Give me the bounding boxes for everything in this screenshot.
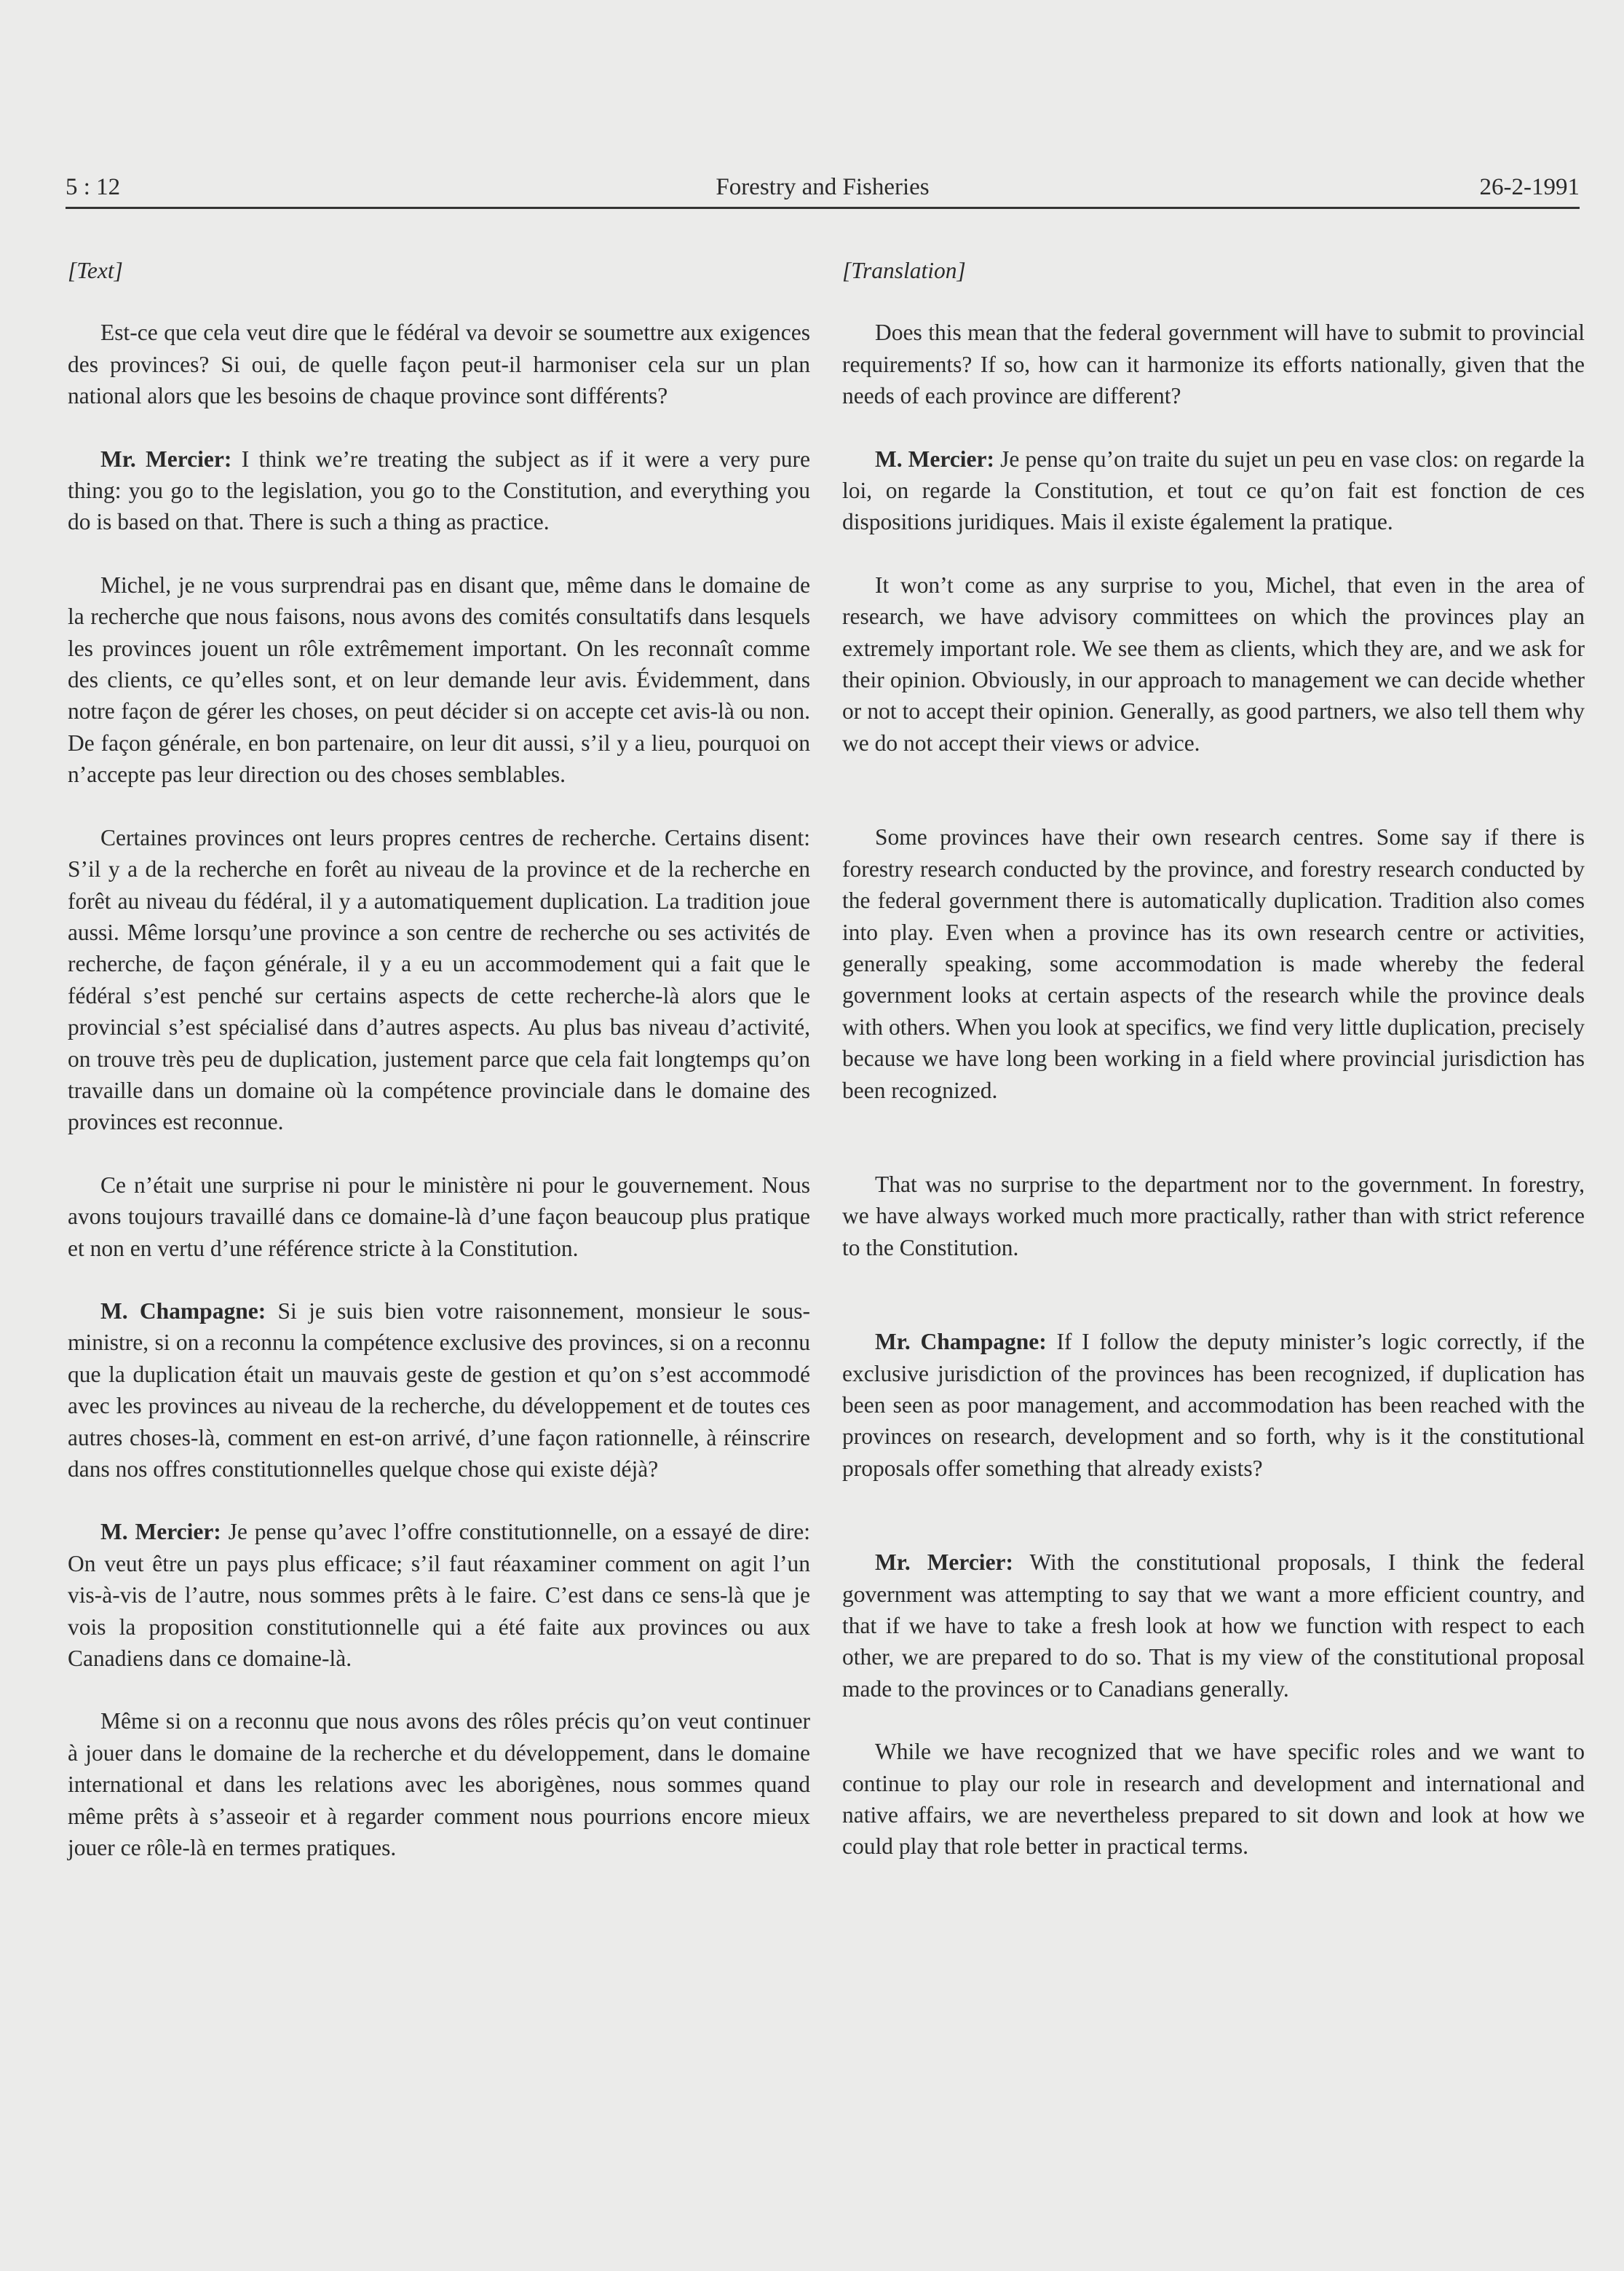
paragraph [842,821,1585,1106]
paragraph-gap [842,1106,1585,1137]
paragraph-text: Some provinces have their own research centres. Some say if there is forestry research conducted by the province, and forestry research conducted by the federal government there is automatically duplication. Tradition also comes into play. Even when a province has its own research centre or activities, generally speaking, some accommodation is made whereby the federal government looks at certain aspects of the research while the province deals with others. When you look at specifics, we find very little duplication, precisely because we have long been working in a field where provincial jurisdiction has been recognized. [842,824,1585,1103]
paragraph-gap [68,1264,810,1295]
paragraph [68,443,810,538]
paragraph-gap [842,1515,1585,1547]
paragraph [68,317,810,411]
paragraph [842,443,1585,538]
paragraph [68,1705,810,1863]
paragraph [842,1547,1585,1705]
paragraph [842,569,1585,759]
paragraph-text: With the constitutional proposals, I think the federal government was attempting to say that we want a more efficient country, and that if we have to take a fresh look at how we function with respect to each other, we are prepared to do so. That is my view of the constitutional proposal made to the provinces or to Canadians generally. [842,1549,1585,1702]
paragraph-text: Je pense qu’on traite du sujet un peu en vase clos: on regarde la loi, on regarde la Constitution, et tout ce qu’on fait est fonction de ces dispositions juridiques. Mais il existe également la pratique. [842,446,1585,535]
paragraph-text: Même si on a reconnu que nous avons des rôles précis qu’on veut continuer à jouer dans le domaine de la recherche et du développement, dans le domaine international et dans les relations avec les aborigènes, nous sommes quand même prêts à s’asseoir et à regarder comment nous pourrions encore mieux jouer ce rôle-là en termes pratiques. [68,1708,810,1861]
speaker-name: Mr. Mercier: [100,446,232,472]
paragraph-text: If I follow the deputy minister’s logic correctly, if the exclusive jurisdiction of the provinces has been recognized, if duplication has been seen as poor management, and accommodation has been reached with the provinces on research, development and so forth, why is it the constitutional proposals offer something that already exists? [842,1329,1585,1481]
right-column [842,255,1585,1863]
section-label-text: [Text] [68,258,123,283]
paragraph-gap [842,1484,1585,1515]
paragraph [68,1295,810,1485]
paragraph-gap [842,1137,1585,1169]
left-column [68,255,810,1863]
paragraph-text: I think we’re treating the subject as if it were a very pure thing: you go to the legislation, you go to the Constitution, and everything you do is based on that. There is such a thing as practice. [68,446,810,535]
paragraph-gap [842,412,1585,443]
paragraph [842,1169,1585,1263]
paragraph-gap [842,1705,1585,1736]
paragraph [68,569,810,791]
page-number: 5 : 12 [66,174,121,200]
paragraph [842,1736,1585,1863]
page-date: 26-2-1991 [1479,174,1580,200]
paragraph-gap [68,412,810,443]
paragraph-gap [68,1485,810,1516]
section-label-translation: [Translation] [842,258,966,283]
speaker-name: M. Mercier: [100,1519,221,1545]
paragraph-text: Je pense qu’avec l’offre constitutionnelle, on a essayé de dire: On veut être un pays plus efficace; s’il faut réaxaminer comment on agit l’un vis-à-vis de l’autre, nous sommes prêts à le faire. C’est dans ce sens-là que je vois la proposition constitutionnelle qui a été faite aux provinces ou aux Canadiens dans ce domaine-là. [68,1519,810,1672]
paragraph [68,1516,810,1674]
paragraph-gap [68,791,810,822]
paragraph-gap [68,1674,810,1705]
speaker-name: M. Champagne: [100,1298,266,1324]
paragraph-gap [842,790,1585,821]
paragraph-text: Si je suis bien votre raisonnement, monsieur le sous-ministre, si on a reconnu la compétence exclusive des provinces, si on a reconnu que la duplication était un mauvais geste de gestion et qu’on s’est accommodé avec les provinces au niveau de la recherche, du développement et de toutes ces autres choses-là, comment en est-on arrivé, d’une façon rationnelle, à réinscrire dans nos offres constitutionnelles quelque chose qui existe déjà? [68,1298,810,1482]
running-title: Forestry and Fisheries [716,174,930,200]
paragraph-text: Ce n’était une surprise ni pour le ministère ni pour le gouvernement. Nous avons toujours travaillé dans ce domaine-là d’une façon beaucoup plus pratique et non en vertu d’une référence stricte à la Constitution. [68,1172,810,1261]
paragraph-text: Certaines provinces ont leurs propres centres de recherche. Certains disent: S’il y a de la recherche en forêt au niveau de la province et de la recherche en forêt au niveau du fédéral, il y a automatiquement duplication. La tradition joue aussi. Même lorsqu’une province a son centre de recherche ou ses activités de recherche, de façon générale, il y a eu un accommodement qui a fait que le fédéral s’est penché sur certains aspects de cette recherche-là alors que le provincial s’est spécialisé dans d’autres aspects. Au plus bas niveau d’activité, on trouve très peu de duplication, justement parce que cela fait longtemps qu’on travaille dans un domaine où la compétence provinciale dans le domaine des provinces est reconnue. [68,824,810,1135]
paragraph-gap [842,759,1585,790]
speaker-name: M. Mercier: [875,446,994,472]
paragraph-text: Michel, je ne vous surprendrai pas en disant que, même dans le domaine de la recherche que nous faisons, nous avons des comités consultatifs dans lesquels les provinces jouent un rôle extrêmement important. On les reconnaît comme des clients, ce qu’elles sont, et on leur demande leur avis. Évidemment, dans notre façon de gérer les choses, on peut décider si on accepte cet avis-là ou non. De façon générale, en bon partenaire, on leur dit aussi, s’il y a lieu, pourquoi on n’accepte pas leur direction ou des choses semblables. [68,572,810,788]
paragraph-gap [68,1138,810,1169]
paragraph-text: Does this mean that the federal government will have to submit to provincial requirements? If so, how can it harmonize its efforts nationally, given that the needs of each province are different? [842,320,1585,409]
paragraph-gap [842,1295,1585,1326]
paragraph-text: While we have recognized that we have specific roles and we want to continue to play our role in research and development and international and native affairs, we are nevertheless prepared to sit down and look at how we could play that role better in practical terms. [842,1739,1585,1860]
paragraph-gap [842,538,1585,569]
paragraph-text: Est-ce que cela veut dire que le fédéral va devoir se soumettre aux exigences des provinces? Si oui, de quelle façon peut-il harmoniser cela sur un plan national alors que les besoins de chaque province sont différents? [68,320,810,409]
paragraph [68,1169,810,1264]
paragraph-gap [842,1263,1585,1295]
paragraph-text: It won’t come as any surprise to you, Michel, that even in the area of research, we have advisory committees on which the provinces play an extremely important role. We see them as clients, which they are, and we ask for their opinion. Obviously, in our approach to management we can decide whether or not to accept their opinion. Generally, as good partners, we also tell them why we do not accept their views or advice. [842,572,1585,756]
paragraph [842,317,1585,411]
paragraph [842,1326,1585,1484]
speaker-name: Mr. Mercier: [875,1549,1014,1576]
speaker-name: Mr. Champagne: [875,1329,1047,1355]
paragraph [68,822,810,1138]
page-header [66,166,1580,209]
paragraph-gap [68,538,810,569]
paragraph-text: That was no surprise to the department nor to the government. In forestry, we have always worked much more practically, rather than with strict reference to the Constitution. [842,1171,1585,1260]
